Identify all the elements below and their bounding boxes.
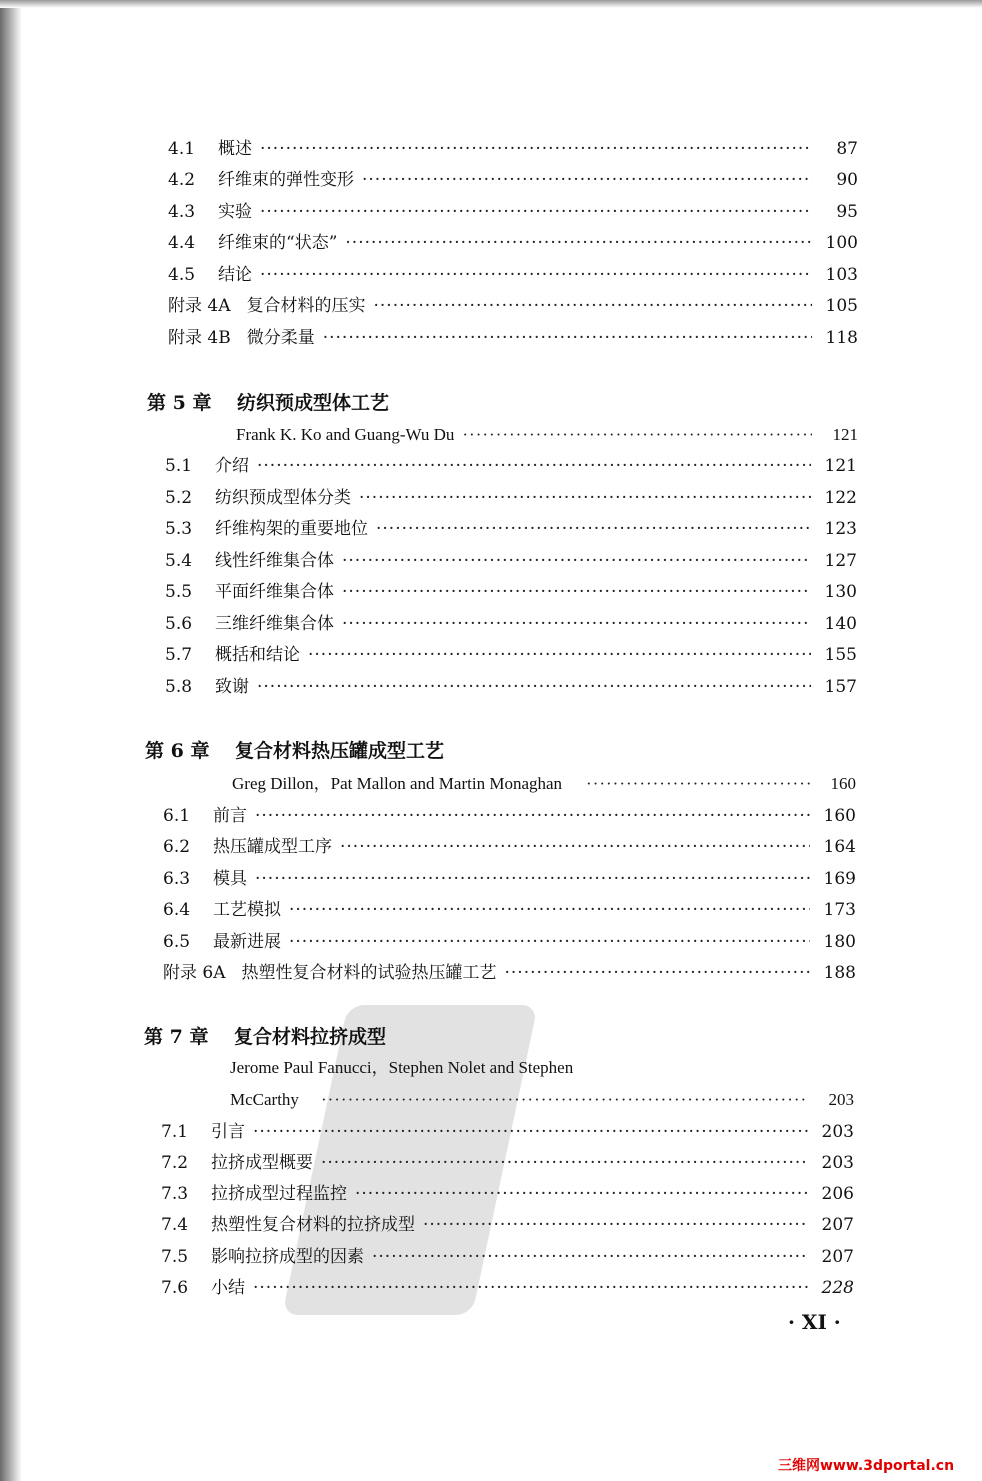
- chapter-number: 第 6 章: [145, 740, 210, 762]
- leader-dots: [255, 805, 810, 827]
- leader-dots: [253, 1121, 808, 1143]
- section-title: 三维纤维集合体: [215, 614, 334, 634]
- toc-entry[interactable]: [163, 868, 856, 890]
- toc-entry[interactable]: [165, 550, 857, 572]
- section-number: 5.4: [165, 551, 193, 571]
- section-number: 5.8: [165, 677, 193, 697]
- section-number: 4.2: [168, 170, 196, 190]
- section-number: 5.2: [165, 488, 193, 508]
- leader-dots: [260, 138, 812, 160]
- page-number: 203: [828, 1090, 854, 1109]
- page-number: 122: [824, 488, 857, 508]
- toc-entry[interactable]: [163, 836, 856, 858]
- section-title: 工艺模拟: [213, 900, 281, 920]
- toc-entry[interactable]: [161, 1152, 854, 1174]
- chapter-heading[interactable]: [144, 1025, 386, 1049]
- section-title: 模具: [213, 869, 247, 889]
- section-title: 最新进展: [213, 932, 281, 952]
- leader-dots: [374, 295, 813, 317]
- leader-dots: [505, 962, 811, 984]
- section-number: 7.4: [161, 1215, 189, 1235]
- toc-entry[interactable]: [165, 518, 857, 540]
- author-names: Frank K. Ko and Guang-Wu Du: [236, 425, 455, 444]
- section-number: 6.2: [163, 837, 191, 857]
- page-number: 105: [825, 296, 858, 316]
- leader-dots: [321, 1089, 808, 1111]
- leader-dots: [257, 676, 811, 698]
- section-number: 5.6: [165, 614, 193, 634]
- leader-dots: [359, 487, 811, 509]
- page-number: 228: [821, 1278, 854, 1298]
- page-number: 203: [821, 1153, 854, 1173]
- toc-entry[interactable]: [161, 1183, 854, 1205]
- page-number: 123: [824, 519, 857, 539]
- page-number: 87: [836, 139, 858, 159]
- leader-dots: [257, 455, 811, 477]
- site-logo[interactable]: 三维网www.3dportal.cn: [778, 1458, 955, 1474]
- section-title: 纤维构架的重要地位: [215, 519, 368, 539]
- page-number: 130: [824, 582, 857, 602]
- chapter-heading[interactable]: [145, 739, 444, 763]
- toc-entry[interactable]: [165, 487, 857, 509]
- page-number: 206: [821, 1184, 854, 1204]
- leader-dots: [355, 1183, 808, 1205]
- page-number: 90: [836, 170, 858, 190]
- chapter-title: 纺织预成型体工艺: [237, 392, 390, 414]
- section-number: 4.4: [168, 233, 196, 253]
- page-number: 164: [823, 837, 856, 857]
- toc-entry[interactable]: [163, 962, 856, 984]
- leader-dots: [260, 264, 812, 286]
- page-number: 121: [832, 425, 858, 444]
- page-number: 140: [824, 614, 857, 634]
- section-number: 5.5: [165, 582, 193, 602]
- section-title: 平面纤维集合体: [215, 582, 334, 602]
- leader-dots: [255, 868, 810, 890]
- section-number: 4.1: [168, 139, 196, 159]
- chapter-authors-continued: [230, 1089, 854, 1111]
- page-number: 95: [836, 202, 858, 222]
- toc-entry[interactable]: [165, 581, 857, 603]
- leader-dots: [462, 424, 812, 446]
- leader-dots: [260, 201, 812, 223]
- section-title: 纤维束的弹性变形: [218, 170, 354, 190]
- page-number: 160: [823, 806, 856, 826]
- page-number: 169: [823, 869, 856, 889]
- appendix-number: 附录 4B: [168, 328, 231, 348]
- chapter-title: 复合材料热压罐成型工艺: [235, 740, 445, 762]
- leader-dots: [423, 1214, 808, 1236]
- page-number: 207: [821, 1215, 854, 1235]
- leader-dots: [362, 169, 812, 191]
- section-number: 7.6: [161, 1278, 189, 1298]
- toc-entry[interactable]: [161, 1277, 854, 1299]
- section-title: 致谢: [215, 677, 249, 697]
- toc-entry[interactable]: [165, 613, 857, 635]
- leader-dots: [253, 1277, 808, 1299]
- toc-entry[interactable]: [168, 169, 858, 191]
- chapter-title: 复合材料拉挤成型: [234, 1026, 387, 1048]
- section-title: 线性纤维集合体: [215, 551, 334, 571]
- section-number: 4.5: [168, 265, 196, 285]
- section-title: 概述: [218, 139, 252, 159]
- section-number: 5.1: [165, 456, 193, 476]
- toc-entry[interactable]: [165, 644, 857, 666]
- page-number: 121: [824, 456, 857, 476]
- section-number: 6.3: [163, 869, 191, 889]
- author-names: Greg Dillon，Pat Mallon and Martin Monaghan: [232, 774, 563, 793]
- leader-dots: [342, 581, 811, 603]
- section-title: 热塑性复合材料的试验热压罐工艺: [241, 963, 497, 983]
- scan-shadow-top: [0, 0, 982, 8]
- toc-entry[interactable]: [168, 232, 858, 254]
- page-number: 157: [824, 677, 857, 697]
- section-title: 介绍: [215, 456, 249, 476]
- toc-entry[interactable]: [161, 1121, 854, 1143]
- section-number: 4.3: [168, 202, 196, 222]
- author-names: McCarthy: [230, 1090, 299, 1109]
- leader-dots: [308, 644, 811, 666]
- section-title: 纤维束的“状态”: [218, 233, 338, 253]
- toc-entry[interactable]: [168, 138, 858, 160]
- chapter-authors: [236, 424, 858, 446]
- toc-entry[interactable]: [168, 327, 858, 349]
- leader-dots: [376, 518, 811, 540]
- leader-dots: [586, 773, 810, 795]
- page-number: 127: [824, 551, 857, 571]
- section-title: 拉挤成型概要: [211, 1153, 313, 1173]
- chapter-authors: [232, 773, 856, 795]
- chapter-number: 第 5 章: [147, 392, 212, 414]
- toc-entry[interactable]: [163, 899, 856, 921]
- page-number: 180: [823, 932, 856, 952]
- section-title: 结论: [218, 265, 252, 285]
- section-number: 7.1: [161, 1122, 189, 1142]
- section-title: 小结: [211, 1278, 245, 1298]
- section-title: 纺织预成型体分类: [215, 488, 351, 508]
- page-number: 188: [823, 963, 856, 983]
- section-number: 5.7: [165, 645, 193, 665]
- page-number: 100: [825, 233, 858, 253]
- leader-dots: [372, 1246, 808, 1268]
- section-title: 热压罐成型工序: [213, 837, 332, 857]
- toc-entry[interactable]: [165, 455, 857, 477]
- section-number: 7.5: [161, 1247, 189, 1267]
- toc-entry[interactable]: [161, 1246, 854, 1268]
- appendix-number: 附录 6A: [163, 963, 226, 983]
- scan-shadow-left: [0, 0, 22, 1481]
- section-number: 7.2: [161, 1153, 189, 1173]
- toc-entry[interactable]: [168, 295, 858, 317]
- chapter-number: 第 7 章: [144, 1026, 209, 1048]
- section-title: 复合材料的压实: [246, 296, 366, 316]
- section-title: 影响拉挤成型的因素: [211, 1247, 364, 1267]
- section-number: 7.3: [161, 1184, 189, 1204]
- leader-dots: [342, 550, 811, 572]
- section-title: 拉挤成型过程监控: [211, 1184, 347, 1204]
- page-folio: · XI ·: [788, 1310, 841, 1334]
- section-title: 实验: [218, 202, 252, 222]
- appendix-number: 附录 4A: [168, 296, 231, 316]
- leader-dots: [289, 899, 810, 921]
- section-title: 微分柔量: [246, 328, 315, 348]
- chapter-authors: Jerome Paul Fanucci，Stephen Nolet and Stephen: [230, 1058, 574, 1077]
- section-number: 6.1: [163, 806, 191, 826]
- leader-dots: [323, 327, 812, 349]
- leader-dots: [321, 1152, 808, 1174]
- toc-entry[interactable]: [161, 1214, 854, 1236]
- leader-dots: [342, 613, 811, 635]
- leader-dots: [289, 931, 810, 953]
- chapter-heading[interactable]: [147, 391, 389, 415]
- toc-entry[interactable]: [163, 805, 856, 827]
- section-number: 6.5: [163, 932, 191, 952]
- page-number: 155: [824, 645, 857, 665]
- leader-dots: [340, 836, 810, 858]
- section-title: 引言: [211, 1122, 245, 1142]
- page-number: 103: [825, 265, 858, 285]
- page-number: 173: [823, 900, 856, 920]
- section-number: 5.3: [165, 519, 193, 539]
- section-title: 前言: [213, 806, 247, 826]
- page-number: 207: [821, 1247, 854, 1267]
- page-number: 203: [821, 1122, 854, 1142]
- page-number: 160: [830, 774, 856, 793]
- toc-entry[interactable]: [163, 931, 856, 953]
- page-number: 118: [825, 328, 858, 348]
- toc-entry[interactable]: [168, 201, 858, 223]
- section-title: 热塑性复合材料的拉挤成型: [211, 1215, 415, 1235]
- leader-dots: [345, 232, 812, 254]
- section-title: 概括和结论: [215, 645, 300, 665]
- toc-entry[interactable]: [165, 676, 857, 698]
- toc-entry[interactable]: [168, 264, 858, 286]
- section-number: 6.4: [163, 900, 191, 920]
